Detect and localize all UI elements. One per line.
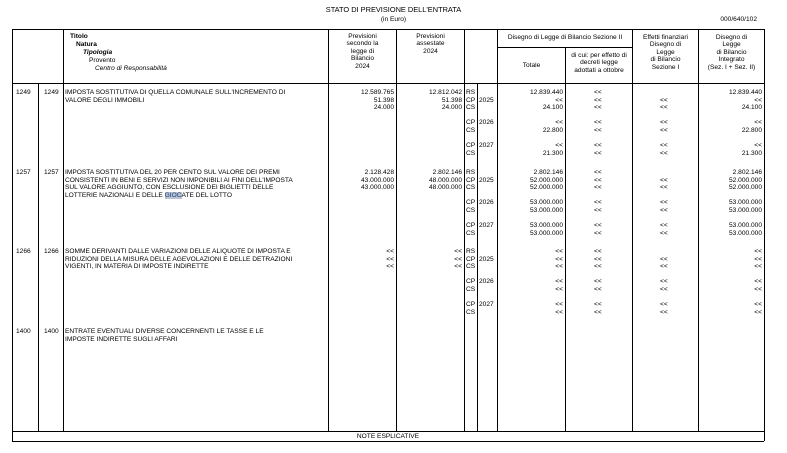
ddl-totale-value: << [555,286,563,293]
header-ddl-decreti: di cui: per effetto di decreti legge adottati a ottobre [571,52,627,74]
integrato-value: << [754,119,762,127]
effetti-value: << [660,222,668,230]
description-text: LOTTERIE NAZIONALI E DELLE [65,191,165,199]
ddl-decreti-value: << [594,229,602,237]
prev-legge-value: 24.000 [373,104,394,112]
integrato-value: 12.839.440 [728,89,762,96]
prev-legge-value: << [386,255,394,263]
prev-legge-value: << [386,248,394,255]
row-description-line: SUL VALORE AGGIUNTO, CON ESCLUSIONE DEI BIGLIETTI DELLE [65,184,274,192]
integrato-value: 53.000.000 [728,222,762,230]
row-description-line: VALORE DEGLI IMMOBILI [65,96,145,104]
row-code-secondary: 1400 [44,328,59,335]
line-type: RS [466,89,476,96]
ddl-totale-value: 53.000.000 [529,229,563,237]
ddl-decreti-value: << [594,301,602,309]
ddl-totale-value: 24.100 [542,104,563,112]
line-type: CP [466,96,476,104]
effetti-value: << [660,286,668,293]
effetti-value: << [660,199,668,207]
year-label: 2026 [479,278,494,286]
effetti-value: << [660,104,668,112]
page-subtitle: (in Euro) [380,16,407,23]
ddl-decreti-value: << [594,96,602,104]
prev-assestate-value: 2.802.146 [432,169,462,176]
ddl-decreti-value: << [594,308,602,316]
prev-assestate-value: 48.000.000 [428,184,462,192]
effetti-value: << [660,207,668,214]
ddl-decreti-value: << [594,142,602,150]
search-highlight: GIOC [164,191,182,199]
effetti-value: << [660,184,668,192]
col-border-right [764,29,765,441]
line-type: CP [466,301,476,309]
prev-legge-value: 43.000.000 [360,176,394,184]
row-code-secondary: 1257 [44,169,59,176]
prev-legge-value: 51.398 [373,96,394,104]
line-type: RS [466,248,476,255]
ddl-totale-value: << [555,255,563,263]
year-label: 2027 [479,222,494,230]
effetti-value: << [660,255,668,263]
ddl-decreti-value: << [594,222,602,230]
integrato-value: 53.000.000 [728,229,762,237]
year-label: 2027 [479,301,494,309]
col-border-integrato [698,29,699,431]
line-type: CS [466,149,476,157]
year-label: 2026 [479,119,494,127]
effetti-value: << [660,229,668,237]
row-description-line [65,192,232,200]
ddl-decreti-value: << [594,104,602,112]
integrato-value: << [754,301,762,309]
integrato-value: 53.000.000 [728,199,762,207]
effetti-value: << [660,263,668,271]
row-code-primary: 1266 [16,248,31,255]
prev-legge-value: << [386,263,394,271]
row-description-line: RIDUZIONI DELLA MISURA DELLE AGEVOLAZIONI E DELLE DETRAZIONI [65,255,293,263]
ddl-totale-value: 52.000.000 [529,176,563,184]
prev-assestate-value: 51.398 [441,96,462,104]
line-type: CP [466,222,476,230]
line-type: CP [466,278,476,286]
ddl-totale-value: 53.000.000 [529,222,563,230]
ddl-decreti-value: << [594,207,602,214]
ddl-decreti-value: << [594,184,602,192]
col-border-year [477,83,478,431]
ddl-totale-value: << [555,278,563,286]
line-type: CS [466,229,476,237]
description-text: ATE DEL LOTTO [181,191,232,199]
ddl-decreti-value: << [594,263,602,271]
line-type: CS [466,308,476,316]
effetti-value: << [660,96,668,104]
integrato-value: << [754,286,762,293]
header-ddl-totale: Totale [522,62,541,69]
header-centro: Centro di Responsabilità [95,65,167,72]
page-title: STATO DI PREVISIONE DELL'ENTRATA [325,5,462,14]
row-description-line: IMPOSTE INDIRETTE SUGLI AFFARI [65,335,178,343]
col-border-left [12,29,13,441]
year-label: 2025 [479,96,494,104]
year-label: 2025 [479,176,494,184]
prev-legge-value: 12.589.765 [360,89,394,96]
prev-assestate-value: << [454,255,462,263]
ddl-totale-value: 22.800 [542,127,563,134]
header-natura: Natura [76,41,97,48]
integrato-value: << [754,255,762,263]
ddl-totale-value: 2.802.146 [533,169,563,176]
row-code-primary: 1249 [16,89,31,96]
line-type: CS [466,104,476,112]
ddl-totale-value: 52.000.000 [529,184,563,192]
row-code-primary: 1400 [16,328,31,335]
line-type: RS [466,169,476,176]
line-type: CS [466,184,476,192]
row-code-secondary: 1249 [44,89,59,96]
ddl-decreti-value: << [594,286,602,293]
integrato-value: << [754,96,762,104]
ddl-decreti-value: << [594,248,602,255]
row-description-line: IMPOSTA SOSTITUTIVA DEL 20 PER CENTO SUL VALORE DEI PREMI [65,169,280,176]
header-prev-assestate: Previsioni assestate 2024 [416,33,445,55]
year-label: 2026 [479,199,494,207]
integrato-value: 21.300 [741,149,762,157]
effetti-value: << [660,127,668,134]
col-border-ddl [497,29,498,431]
header-effetti: Effetti finanziari Disegno di Legge di Bilancio Sezione I [643,34,688,71]
prev-assestate-value: 48.000.000 [428,176,462,184]
ddl-decreti-value: << [594,176,602,184]
integrato-value: << [754,278,762,286]
ddl-totale-value: << [555,96,563,104]
integrato-value: 52.000.000 [728,176,762,184]
row-description-line: ENTRATE EVENTUALI DIVERSE CONCERNENTI LE TASSE E LE [65,328,264,335]
line-type: CS [466,263,476,271]
effetti-value: << [660,119,668,127]
ddl-totale-value: << [555,263,563,271]
ddl-totale-value: << [555,308,563,316]
row-description-line: VIGENTI, IN MATERIA DI IMPOSTE INDIRETTE [65,263,209,271]
prev-assestate-value: << [454,248,462,255]
line-type: CP [466,255,476,263]
row-description-line: IMPOSTA SOSTITUTIVA DI QUELLA COMUNALE SULL'INCREMENTO DI [65,89,286,96]
ddl-decreti-value: << [594,199,602,207]
header-titolo: Titolo [70,33,88,40]
integrato-value: 22.800 [741,127,762,134]
line-type: CS [466,127,476,134]
prev-assestate-value: << [454,263,462,271]
effetti-value: << [660,142,668,150]
ddl-totale-value: << [555,248,563,255]
table-top-border [12,29,764,30]
header-ddl-group: Disegno di Legge di Bilancio Sezione II [507,34,623,41]
line-type: CS [466,207,476,214]
integrato-value: 52.000.000 [728,184,762,192]
prev-legge-value: 2.128.428 [364,169,394,176]
integrato-value: 53.000.000 [728,207,762,214]
ddl-totale-value: << [555,142,563,150]
ddl-totale-value: 21.300 [542,149,563,157]
col-border-code [38,83,39,431]
header-bottom-border [12,83,764,84]
header-provento: Provento [89,57,116,64]
col-border-desc [63,29,64,431]
prev-legge-value: 43.000.000 [360,184,394,192]
col-border-prevlegge [328,29,329,431]
col-border-type [464,29,465,431]
effetti-value: << [660,176,668,184]
ddl-totale-value: << [555,119,563,127]
ddl-decreti-value: << [594,149,602,157]
year-label: 2027 [479,142,494,150]
prev-assestate-value: 24.000 [441,104,462,112]
ddl-totale-value: 12.839.440 [529,89,563,96]
ddl-totale-value: 53.000.000 [529,199,563,207]
line-type: CP [466,142,476,150]
effetti-value: << [660,301,668,309]
header-integrato: Disegno di Legge di Bilancio Integrato (Sez. I + Sez. II) [707,34,756,71]
ddl-decreti-value: << [594,255,602,263]
line-type: CP [466,176,476,184]
col-border-decreti [565,47,566,431]
line-type: CP [466,119,476,127]
effetti-value: << [660,149,668,157]
notes-divider [12,431,764,432]
page-code: 000/640/102 [720,16,757,23]
row-description-line: SOMME DERIVANTI DALLE VARIAZIONI DELLE ALIQUOTE DI IMPOSTA E [65,248,291,255]
ddl-decreti-value: << [594,278,602,286]
ddl-totale-value: 53.000.000 [529,207,563,214]
ddl-totale-value: << [555,301,563,309]
line-type: CP [466,199,476,207]
ddl-decreti-value: << [594,89,602,96]
row-code-primary: 1257 [16,169,31,176]
ddl-decreti-value: << [594,127,602,134]
notes-footer: NOTE ESPLICATIVE [356,433,420,440]
ddl-decreti-value: << [594,119,602,127]
year-label: 2025 [479,255,494,263]
integrato-value: << [754,248,762,255]
col-border-effetti [632,29,633,431]
row-description-line: CONSISTENTI IN BENI E SERVIZI NON IMPONIBILI AI FINI DELL'IMPOSTA [65,176,293,184]
ddl-decreti-value: << [594,169,602,176]
col-border-prevass [396,29,397,431]
integrato-value: << [754,142,762,150]
integrato-value: 2.802.146 [732,169,762,176]
header-tipologia: Tipologia [83,49,113,56]
table-bottom-border [12,441,764,442]
effetti-value: << [660,278,668,286]
header-prev-legge: Previsioni secondo la legge di Bilancio 2024 [346,33,379,70]
row-code-secondary: 1266 [44,248,59,255]
integrato-value: 24.100 [741,104,762,112]
integrato-value: << [754,308,762,316]
prev-assestate-value: 12.812.042 [428,89,462,96]
effetti-value: << [660,308,668,316]
line-type: CS [466,286,476,293]
integrato-value: << [754,263,762,271]
